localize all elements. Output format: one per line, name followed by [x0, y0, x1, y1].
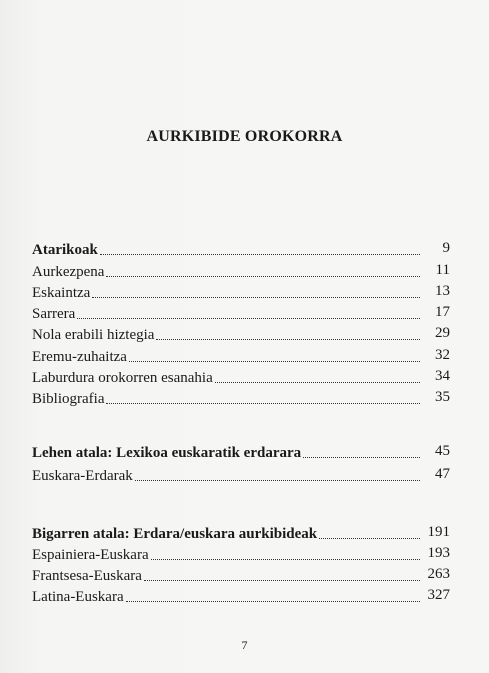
toc-entry-title: Latina-Euskara [32, 589, 124, 605]
toc-entry [32, 259, 450, 280]
toc-dot-leader [126, 601, 420, 602]
toc-entry [32, 436, 450, 462]
toc-entry-page: 32 [435, 346, 450, 363]
toc-entry [32, 543, 450, 564]
toc-entry-title: Espainiera-Euskara [32, 547, 149, 563]
toc-entry-page: 193 [427, 545, 450, 561]
toc-entry-page: 35 [435, 389, 450, 406]
toc-leader-wrap [124, 601, 450, 606]
toc-section-part-one [32, 436, 450, 485]
toc-entry-title: Lehen atala: Lexikoa euskaratik erdarara [32, 445, 302, 461]
toc-entry-page: 327 [427, 587, 450, 603]
toc-section-part-two [32, 517, 450, 606]
toc-entry-title: Eremu-zuhaitza [32, 348, 127, 365]
toc-entry [32, 585, 450, 606]
toc-entry-title: Sarrera [32, 306, 76, 323]
toc-entry-page: 45 [435, 443, 450, 459]
toc-entry-title: Laburdura orokorren esanahia [32, 370, 213, 387]
toc-entry-page: 29 [435, 325, 450, 342]
page-number: 7 [241, 638, 248, 652]
toc-entry-title: Atarikoak [32, 242, 98, 259]
toc-entry [32, 323, 450, 344]
toc-entry [32, 517, 450, 543]
toc-entry-title: Bibliografia [32, 391, 105, 408]
toc-dot-leader [215, 382, 420, 383]
toc-entry [32, 302, 450, 323]
toc-entry-page: 9 [442, 240, 450, 257]
toc-dot-leader [135, 480, 420, 481]
toc-dot-leader [77, 318, 420, 319]
toc-entry-page: 11 [435, 261, 450, 278]
toc-entry-title: Nola erabili hiztegia [32, 327, 155, 344]
toc-entry-page: 13 [435, 282, 450, 299]
toc-leader-wrap [104, 403, 450, 408]
toc-entry-page: 17 [435, 304, 450, 321]
toc-entry-page: 191 [427, 524, 450, 540]
toc-dot-leader [151, 559, 420, 560]
toc-dot-leader [129, 361, 420, 362]
toc-dot-leader [144, 580, 420, 581]
toc-dot-leader [303, 457, 420, 458]
toc-dot-leader [106, 403, 420, 404]
toc-entry [32, 564, 450, 585]
toc-entry-page: 263 [427, 566, 450, 582]
toc-dot-leader [100, 254, 420, 255]
toc-entry-title: Frantsesa-Euskara [32, 568, 142, 584]
toc-entry-page: 47 [435, 465, 450, 482]
toc-entry [32, 387, 450, 408]
toc-entry-title: Euskara-Erdarak [32, 467, 133, 484]
toc-entry [32, 238, 450, 259]
page-title: AURKIBIDE OROKORRA [146, 128, 343, 145]
toc-dot-leader [106, 276, 420, 277]
toc-section-intro [32, 238, 450, 408]
toc-dot-leader [92, 297, 420, 298]
toc-entry [32, 344, 450, 365]
toc-entry [32, 462, 450, 485]
toc-entry-title: Bigarren atala: Erdara/euskara aurkibideak [32, 526, 318, 542]
toc-entry-title: Eskaintza [32, 284, 91, 301]
toc-entry [32, 281, 450, 302]
toc-dot-leader [319, 538, 420, 539]
toc-entry-page: 34 [435, 368, 450, 385]
toc-entry [32, 366, 450, 387]
toc-leader-wrap [133, 480, 450, 485]
toc-entry-title: Aurkezpena [32, 263, 105, 280]
toc-dot-leader [156, 339, 420, 340]
